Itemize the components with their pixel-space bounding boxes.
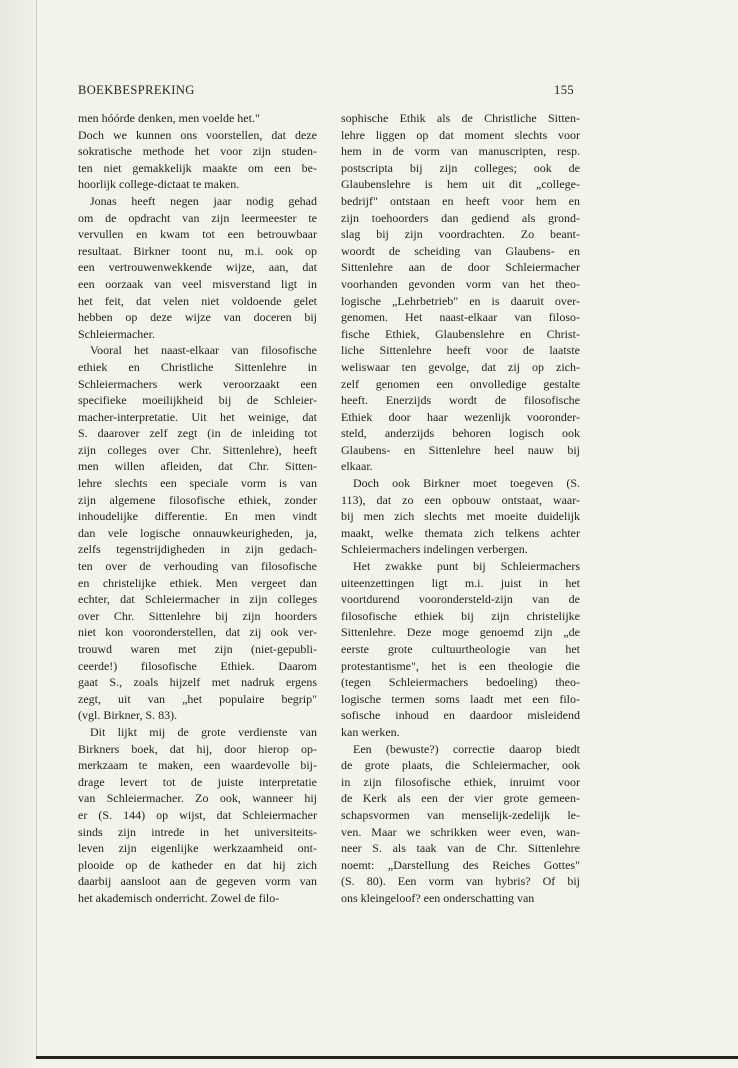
text-line: voortdurend voorondersteld-zijn van de [341, 592, 580, 607]
text-line: specifieke moeilijkheid bij de Schleier- [78, 393, 317, 408]
text-line: uiteenzettingen ligt m.i. juist in het [341, 575, 580, 590]
text-line: sophische Ethik als de Christliche Sitten- [341, 111, 580, 125]
text-line: Het zwakke punt bij Schleiermachers [353, 559, 580, 574]
text-line: maakt, welke themata zich telkens achter [341, 525, 580, 540]
scan-edge [36, 0, 37, 1059]
text-line: noemt: „Darstellung des Reiches Gottes" [341, 857, 580, 872]
text-line: (S. 80). Een vorm van hybris? Of bij [341, 874, 580, 889]
text-line: Glaubens- en Sittenlehre heel nauw bij [341, 442, 580, 457]
text-line: Dit lijkt mij de grote verdienste van [90, 724, 317, 739]
text-line: hem in de vorm van manuscripten, resp. [341, 144, 580, 159]
text-line: neer S. als taak van de Chr. Sittenlehre [341, 841, 580, 856]
text-line: gaat S., zoals hijzelf met nadruk ergens [78, 675, 317, 690]
text-line: Een (bewuste?) correctie daarop biedt [353, 741, 580, 756]
text-line: over Chr. Sittenlehre bij zijn hoorders [78, 608, 317, 623]
text-line: (tegen Schleiermachers bedoeling) theo- [341, 675, 580, 690]
text-line: S. daarover zelf zegt (in de inleiding tot [78, 426, 317, 441]
text-line: voorhanden gevonden vorm van het theo- [341, 276, 580, 291]
text-line: een oorzaak van veel misverstand ligt in [78, 276, 317, 291]
text-line: macher-interpretatie. Uit het weinige, dat [78, 409, 317, 424]
text-line: zijn algemene filosofische ethiek, zonder [78, 492, 317, 507]
text-line: filosofische ethiek bij zijn christelijke [341, 608, 580, 623]
text-line: logische termen soms laadt met een filo- [341, 691, 580, 706]
scan-margin [0, 0, 34, 1068]
page-number: 155 [554, 83, 574, 97]
text-line: elkaar. [341, 459, 373, 474]
text-line: niet kon vooronderstellen, dat zij ook ver- [78, 625, 317, 640]
text-line: Glaubenslehre is hem uit dit „college- [341, 177, 580, 192]
text-line: van Schleiermacher. Zo ook, wanneer hij [78, 791, 317, 806]
scan-bottom-edge [36, 1056, 738, 1059]
text-line: om de opdracht van zijn leermeester te [78, 210, 317, 225]
text-line: lehre slechts een speciale vorm is van [78, 476, 317, 491]
text-line: protestantisme", het is een theologie die [341, 658, 580, 673]
text-line: in zijn filosofische ethiek, inruimt voor [341, 774, 580, 789]
text-line: zijn colleges over Chr. Sittenlehre), heeft [78, 442, 317, 457]
text-line: sinds zijn intrede in het universiteits- [78, 824, 317, 839]
text-line: hoorlijk college-dictaat te maken. [78, 177, 240, 192]
running-title: BOEKBESPREKING [78, 83, 195, 97]
text-line: genomen. Het naast-elkaar van filoso- [341, 310, 580, 325]
text-line: Doch we kunnen ons voorstellen, dat deze [78, 127, 317, 142]
text-line: Schleiermacher. [78, 326, 155, 341]
text-line: ceerde!) filosofische Ethiek. Daarom [78, 658, 317, 673]
text-line: Birkners boek, dat hij, door hierop op- [78, 741, 317, 756]
text-line: zelfs tegenstrijdigheden in zijn gedach- [78, 542, 317, 557]
text-line: heeft. Enerzijds wordt de filosofische [341, 393, 580, 408]
left-column [78, 110, 317, 907]
text-line: trouwd waren met zijn (niet-gepubli- [78, 642, 317, 656]
text-line: inhoudelijke differentie. En men vindt [78, 509, 317, 524]
text-line: een vertrouwenwekkende wijze, aan, dat [78, 260, 317, 275]
text-line: sokratische methode het voor zijn studen- [78, 144, 317, 159]
text-line: de Kerk als een der vier grote gemeen- [341, 791, 580, 806]
text-line: weliswaar ten gevolge, dat zij op zich- [341, 359, 580, 374]
text-line: men hóórde denken, men voelde het." [78, 111, 260, 125]
text-line: echter, dat Schleiermacher in zijn colleges [78, 592, 317, 607]
text-line: steld, anderzijds behoren logisch ook [341, 426, 580, 441]
text-line: schapsvormen van menselijk-zedelijk le- [341, 807, 580, 822]
text-line: het akademisch onderricht. Zowel de filo- [78, 890, 280, 905]
text-line: Schleiermachers werk veroorzaakt een [78, 376, 317, 391]
text-line: leven zijn eigenlijke werkzaamheid ont- [78, 841, 317, 856]
text-line: Ethiek door haar wezenlijk vooronder- [341, 409, 580, 424]
text-line: 113), dat zo een opbouw ontstaat, waar- [341, 492, 580, 507]
text-line: vervullen en kwam tot een betrouwbaar [78, 227, 317, 242]
text-line: merkzaam te maken, een waardevolle bij- [78, 758, 317, 773]
text-line: logische „Lehrbetrieb" en is daaruit over- [341, 293, 580, 308]
text-line: slag bij zijn voordrachten. Zo beant- [341, 227, 580, 242]
text-line: ons kleingeloof? een onderschatting van [341, 890, 535, 905]
text-line: dan vele logische onnauwkeurigheden, ja, [78, 525, 317, 540]
text-line: Doch ook Birkner moet toegeven (S. [353, 476, 580, 491]
text-line: zelf genomen een onvolledige gestalte [341, 376, 580, 391]
text-line: fische Ethiek, Glaubenslehre en Christ- [341, 326, 580, 341]
text-line: drage levert tot de juiste interpretatie [78, 774, 317, 789]
text-line: ten over de verhouding van filosofische [78, 559, 317, 574]
running-header [78, 83, 574, 99]
text-line: er (S. 144) op wijst, dat Schleiermacher [78, 807, 317, 822]
text-line: en christelijke ethiek. Men vergeet dan [78, 575, 317, 590]
text-line: zijn toehoorders dan gediend als grond- [341, 210, 580, 225]
text-line: plooide op de katheder en dat hij zich [78, 857, 317, 872]
text-line: ven. Maar we schrikken weer even, wan- [341, 824, 580, 839]
text-line: bij men zich slechts met moeite duidelijk [341, 509, 580, 524]
text-line: Sittenlehre. Deze moge genoemd zijn „de [341, 625, 580, 640]
text-line: zegt, uit van „het populaire begrip" [78, 691, 317, 706]
text-line: (vgl. Birkner, S. 83). [78, 708, 178, 723]
right-column [341, 110, 580, 907]
text-line: Vooral het naast-elkaar van filosofische [90, 343, 317, 358]
text-line: het feit, dat velen niet voldoende gelet [78, 293, 317, 308]
text-line: ethiek en Christliche Sittenlehre in [78, 359, 317, 374]
text-line: Sittenlehre aan de door Schleiermacher [341, 260, 580, 275]
text-line: Schleiermachers indelingen verbergen. [341, 542, 528, 557]
text-line: bedrijf" ontstaan en heeft voor hem en [341, 193, 580, 208]
text-line: daarbij aansloot aan de gegeven vorm van [78, 874, 317, 889]
text-line: Jonas heeft negen jaar nodig gehad [90, 193, 317, 208]
text-line: liche Sittenlehre heeft voor de laatste [341, 343, 580, 358]
text-line: men willen afleiden, dat Chr. Sitten- [78, 459, 317, 474]
text-line: ten niet gemakkelijk maakte om een be- [78, 160, 317, 175]
text-line: resultaat. Birkner toont nu, m.i. ook op [78, 243, 317, 258]
text-line: lehre liggen op dat moment slechts voor [341, 127, 580, 142]
text-line: hebben op deze wijze van doceren bij [78, 310, 317, 325]
text-line: sofische inhoud en daardoor misleidend [341, 708, 580, 723]
text-line: postscripta bij zijn colleges; ook de [341, 160, 580, 175]
text-line: eerste grote cultuurtheologie van het [341, 642, 580, 656]
text-line: kan werken. [341, 724, 400, 739]
text-line: de grote plaats, die Schleiermacher, ook [341, 758, 580, 773]
text-line: woordt de scheiding van Glaubens- en [341, 243, 580, 258]
